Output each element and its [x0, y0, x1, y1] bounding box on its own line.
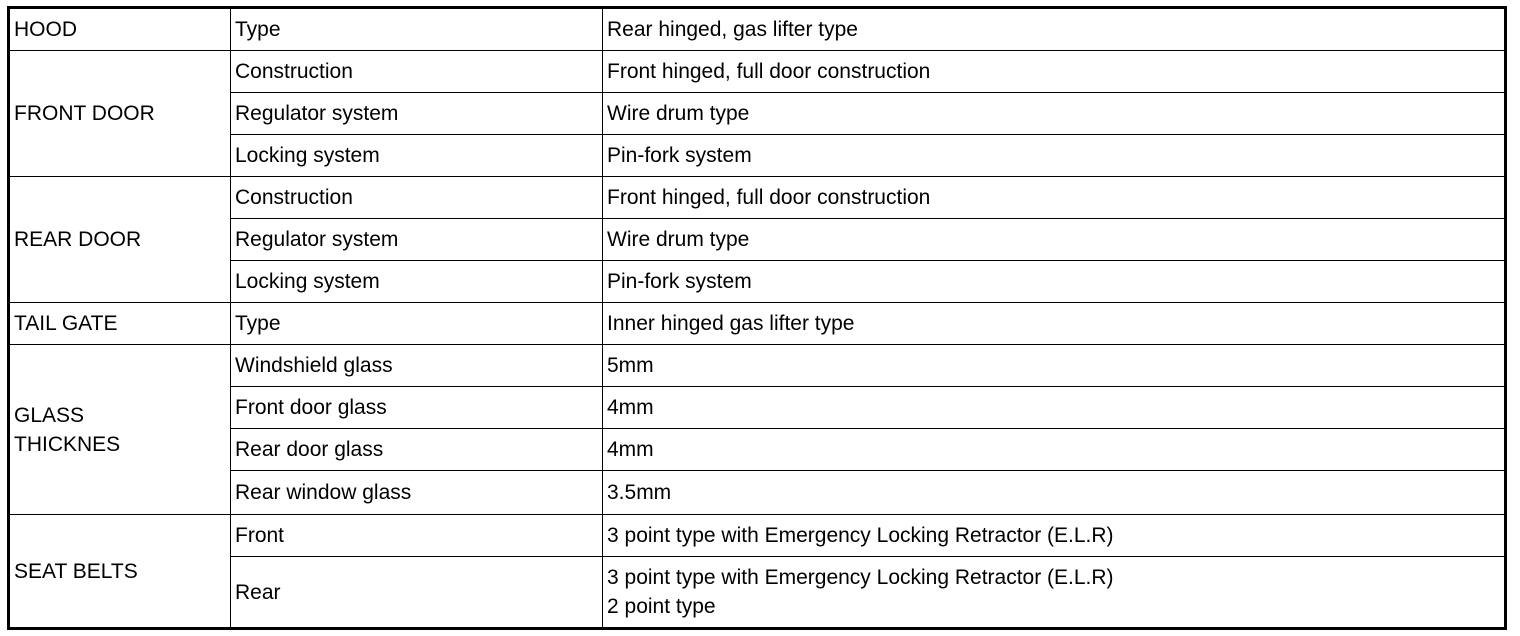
value-cell: Front hinged, full door construction [603, 177, 1506, 219]
table-row [9, 515, 1506, 557]
value-line: 3 point type with Emergency Locking Retractor (E.L.R) [607, 566, 1114, 589]
table-row [9, 345, 1506, 387]
value-cell: Pin-fork system [603, 135, 1506, 177]
item-cell: Front door glass [231, 387, 603, 429]
group-cell-glass-thickness [9, 345, 231, 515]
table-row [9, 135, 1506, 177]
group-label-line: THICKNES [14, 432, 121, 456]
value-cell: Wire drum type [603, 219, 1506, 261]
table-row [9, 557, 1506, 629]
item-cell: Type [231, 8, 603, 51]
value-cell: 4mm [603, 387, 1506, 429]
value-cell: Pin-fork system [603, 261, 1506, 303]
item-cell: Front [231, 515, 603, 557]
value-cell: 5mm [603, 345, 1506, 387]
item-cell: Regulator system [231, 93, 603, 135]
item-cell: Windshield glass [231, 345, 603, 387]
value-cell: 3.5mm [603, 471, 1506, 515]
item-cell: Construction [231, 51, 603, 93]
item-cell: Rear window glass [231, 471, 603, 515]
group-cell-hood: HOOD [9, 8, 231, 51]
group-cell-rear-door: REAR DOOR [9, 177, 231, 303]
table-row [9, 93, 1506, 135]
table-row [9, 429, 1506, 471]
value-cell: 4mm [603, 429, 1506, 471]
value-cell: Front hinged, full door construction [603, 51, 1506, 93]
table-row [9, 471, 1506, 515]
table-row [9, 8, 1506, 51]
table-row [9, 177, 1506, 219]
item-cell: Type [231, 303, 603, 345]
value-line: 2 point type [607, 595, 716, 618]
value-cell: Wire drum type [603, 93, 1506, 135]
item-cell: Locking system [231, 135, 603, 177]
item-cell: Construction [231, 177, 603, 219]
value-cell: 3 point type with Emergency Locking Retractor (E.L.R) [603, 515, 1506, 557]
group-cell-front-door: FRONT DOOR [9, 51, 231, 177]
body-specification-table [7, 6, 1507, 630]
group-cell-tail-gate: TAIL GATE [9, 303, 231, 345]
table-row [9, 261, 1506, 303]
value-cell: Inner hinged gas lifter type [603, 303, 1506, 345]
item-cell: Rear door glass [231, 429, 603, 471]
group-cell-seat-belts: SEAT BELTS [9, 515, 231, 629]
table-row [9, 219, 1506, 261]
value-cell: Rear hinged, gas lifter type [603, 8, 1506, 51]
value-cell [603, 557, 1506, 629]
item-cell: Locking system [231, 261, 603, 303]
table-row [9, 303, 1506, 345]
table-row [9, 51, 1506, 93]
group-label-line: GLASS [14, 403, 85, 427]
item-cell: Rear [231, 557, 603, 629]
table-row [9, 387, 1506, 429]
item-cell: Regulator system [231, 219, 603, 261]
